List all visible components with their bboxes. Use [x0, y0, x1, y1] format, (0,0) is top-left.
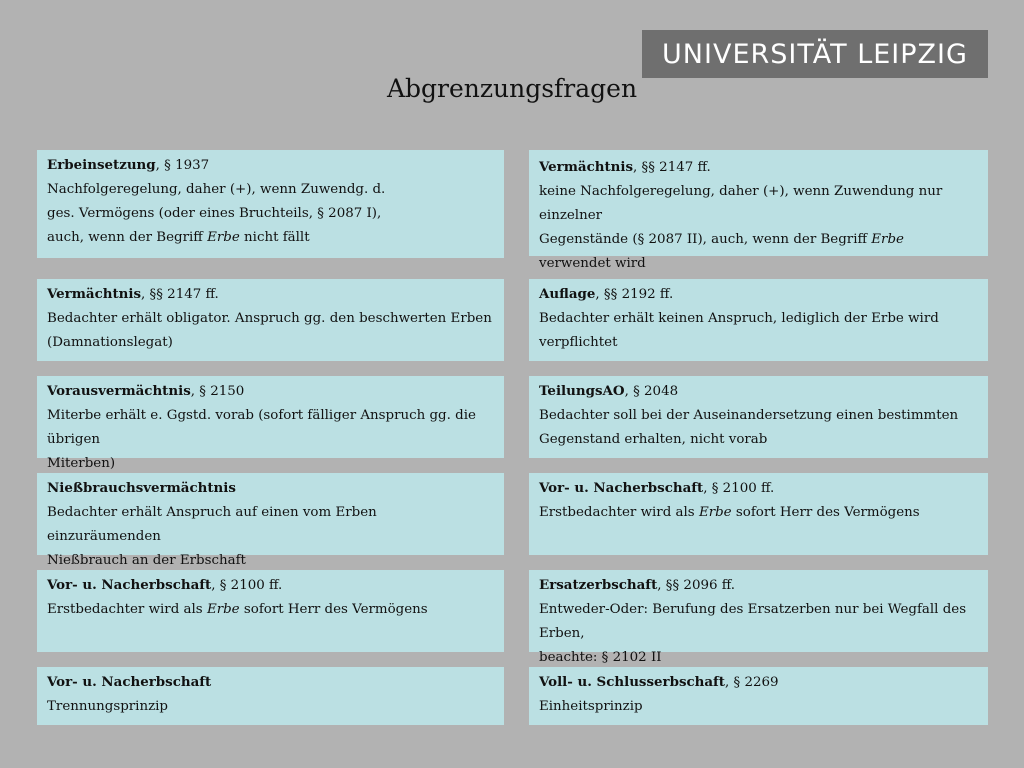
box-heading: Vor- u. Nacherbschaft	[47, 674, 212, 690]
box-heading: Vermächtnis	[539, 159, 634, 175]
box-reference: , §§ 2147 ff.	[141, 287, 219, 302]
box-line: Einheitsprinzip	[539, 699, 643, 714]
slide-title: Abgrenzungsfragen	[386, 74, 638, 103]
box-heading: Erbeinsetzung	[47, 157, 156, 173]
box-line-part: sofort Herr des Vermögens	[731, 505, 920, 520]
box-vermaechtnis-2	[37, 279, 504, 361]
box-line: Nießbrauch an der Erbschaft	[47, 553, 246, 568]
box-erbeinsetzung	[37, 150, 504, 258]
box-line-part: auch, wenn der Begriff	[47, 230, 208, 245]
box-line: Bedachter erhält Anspruch auf einen vom Erben einzuräumenden	[47, 505, 377, 544]
box-heading: Vor- u. Nacherbschaft	[539, 480, 704, 496]
box-line-part: nicht fällt	[239, 230, 310, 245]
box-heading: Voll- u. Schlusserbschaft	[539, 674, 725, 690]
box-heading: Vorausvermächtnis	[47, 383, 191, 399]
box-line: keine Nachfolgeregelung, daher (+), wenn Zuwendung nur einzelner	[539, 184, 943, 223]
box-line: Bedachter erhält keinen Anspruch, lediglich der Erbe wird verpflichtet	[539, 311, 939, 350]
box-vorausvermaechtnis	[37, 376, 504, 471]
box-line: Bedachter erhält obligator. Anspruch gg. den beschwerten Erben	[47, 311, 492, 326]
box-line: Miterbe erhält e. Ggstd. vorab (sofort fälliger Anspruch gg. die übrigen	[47, 408, 476, 447]
box-vor-nacherbschaft-1	[529, 473, 988, 555]
box-heading: Vermächtnis	[47, 286, 142, 302]
box-teilungsao	[529, 376, 988, 458]
box-line: ges. Vermögens (oder eines Bruchteils, § 2087 I),	[47, 206, 382, 221]
box-heading: TeilungsAO	[539, 383, 625, 399]
box-reference: , § 2269	[725, 675, 779, 690]
box-heading: Auflage	[539, 286, 596, 302]
box-line: Trennungsprinzip	[47, 699, 168, 714]
box-line-italic: Erbe	[206, 602, 240, 617]
box-heading: Vor- u. Nacherbschaft	[47, 577, 212, 593]
box-vor-nacherbschaft-3	[37, 667, 504, 725]
box-line: Miterben)	[47, 456, 116, 471]
box-reference: , § 2100 ff.	[211, 578, 283, 593]
box-line: Nachfolgeregelung, daher (+), wenn Zuwendg. d.	[47, 182, 386, 197]
logo-text: UNIVERSITÄT LEIPZIG	[662, 38, 968, 70]
box-heading: Nießbrauchsvermächtnis	[47, 480, 236, 496]
box-line-part: verwendet wird	[539, 256, 646, 271]
box-line: Gegenstand erhalten, nicht vorab	[539, 432, 768, 447]
box-line: beachte: § 2102 II	[539, 650, 662, 665]
box-line-part: Erstbedachter wird als	[47, 602, 207, 617]
box-line-italic: Erbe	[207, 230, 240, 245]
box-line-italic: Erbe	[698, 505, 732, 520]
box-voll-schlusserbschaft	[529, 667, 988, 725]
box-line-part: Erstbedachter wird als	[539, 505, 699, 520]
box-line-part: sofort Herr des Vermögens	[239, 602, 428, 617]
box-line: Bedachter soll bei der Auseinandersetzung einen bestimmten	[539, 408, 959, 423]
box-auflage	[529, 279, 988, 361]
box-line: (Damnationslegat)	[47, 335, 173, 350]
box-heading: Ersatzerbschaft	[539, 577, 658, 593]
box-vermaechtnis-1	[529, 150, 988, 271]
box-niessbrauchsvermaechtnis	[37, 473, 504, 568]
box-reference: , §§ 2147 ff.	[633, 160, 711, 175]
university-logo	[642, 30, 988, 78]
box-line: Entweder-Oder: Berufung des Ersatzerben nur bei Wegfall des Erben,	[539, 602, 967, 641]
box-reference: , § 2150	[190, 384, 245, 399]
box-reference: , § 1937	[155, 158, 210, 173]
box-line-part: Gegenstände (§ 2087 II), auch, wenn der Begriff	[539, 232, 872, 247]
box-reference: , §§ 2096 ff.	[657, 578, 736, 593]
box-line-italic: Erbe	[871, 232, 904, 247]
box-reference: , § 2100 ff.	[703, 481, 775, 496]
box-ersatzerbschaft	[529, 570, 988, 665]
box-reference: , §§ 2192 ff.	[595, 287, 674, 302]
box-vor-nacherbschaft-2	[37, 570, 504, 652]
box-reference: , § 2048	[624, 384, 679, 399]
